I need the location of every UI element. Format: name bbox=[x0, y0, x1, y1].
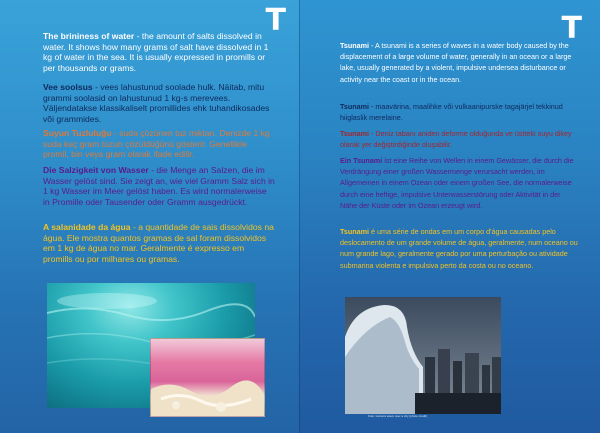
term-estonian: Tsunami bbox=[340, 102, 370, 111]
entry-estonian bbox=[340, 101, 578, 123]
term-german: Die Salzigkeit von Wasser bbox=[43, 165, 149, 175]
page-letter: T bbox=[561, 11, 582, 46]
page-letter: T bbox=[265, 3, 286, 38]
right-page bbox=[300, 0, 600, 433]
term-turkish: Suyun Tuzluluğu bbox=[43, 128, 112, 138]
entry-english bbox=[340, 40, 578, 85]
photo-caption: Foto: tsunami wave over a city (photo credit) bbox=[368, 414, 428, 418]
term-english: The brininess of water bbox=[43, 31, 135, 41]
term-portuguese: A salanidade da água bbox=[43, 222, 131, 232]
term-german: Ein Tsunami bbox=[340, 156, 383, 165]
entry-german bbox=[43, 165, 275, 207]
entry-portuguese bbox=[340, 226, 578, 271]
pink-salt-lake-photo bbox=[150, 338, 265, 417]
definition-turkish: - suda çözünen tuz miktarı. Denizde 1 kg suda kaç gram tuzun çözüldüğünü gösterir. Genellikle promil, bin veya gram olarak ifade edilir. bbox=[43, 128, 270, 159]
definition-turkish: - Deniz tabanı aniden deforme olduğunda ve üstteki suyu dikey olarak yer değiştirdiğinde oluşabilir. bbox=[340, 129, 572, 150]
term-english: Tsunami bbox=[340, 41, 370, 50]
term-portuguese: Tsunami bbox=[340, 227, 370, 236]
entry-german bbox=[340, 155, 578, 211]
definition-english: - the amount of salts dissolved in water. It shows how many grams of salt have dissolved in 1 kg of water in the sea. It is usually expressed in promills or per thousands or grams. bbox=[43, 31, 269, 73]
definition-estonian: - maavärina, maalihke või vulkaanipurske tagajärjel tekkinud hiiglaslik merelaine. bbox=[340, 102, 563, 123]
entry-estonian bbox=[43, 82, 275, 124]
entry-english bbox=[43, 31, 275, 73]
definition-estonian: - vees lahustunud soolade hulk. Näitab, mitu grammi soolasid on lahustunud 1 kg-s merevees. Väljendatakse klassikaliselt promillides ehk tuhandikosades või grammides. bbox=[43, 82, 270, 124]
definition-portuguese: é uma série de ondas em um corpo d'água causadas pelo deslocamento de um grande volume de água, geralmente, num oceano ou num grande lago, geralmente gerado por uma perturbação ou atividade submarina violenta e impulsiva perto da costa ou no oceano. bbox=[340, 227, 578, 270]
definition-portuguese: - a quantidade de sais dissolvidos na água. Ele mostra quantos gramas de sal foram dissolvidos em 1 kg de água no mar. Geralmente é expresso em promills ou por milhares ou gramas. bbox=[43, 222, 274, 264]
entry-turkish bbox=[43, 128, 275, 160]
definition-german: - die Menge an Salzen, die im Wasser gelöst sind. Sie zeigt an, wie viel Gramm Salz sich in 1 kg Wasser im Meer gelöst haben. Es wird normalerweise in Promille oder Tausender oder Gramm ausgedrückt. bbox=[43, 165, 275, 207]
entry-turkish bbox=[340, 128, 578, 150]
term-estonian: Vee soolsus bbox=[43, 82, 93, 92]
tsunami-wave-city-photo bbox=[345, 297, 501, 414]
entry-portuguese bbox=[43, 222, 275, 264]
definition-german: ist eine Reihe von Wellen in einem Gewässer, die durch die Verdrängung einer großen Wassermenge verursacht werden, im Allgemeinen in einem Ozean oder einem großen See, die normalerweise durch eine heftige, impulsive Unterwasserstörung oder Aktivität in der Nähe der Küste oder im Ozean erzeugt wird. bbox=[340, 156, 574, 210]
definition-english: - A tsunami is a series of waves in a water body caused by the displacement of a large volume of water, generally in an ocean or a large lake, usually generated by a violent, impulsive undersea disturbance or activity near the coast or in the ocean. bbox=[340, 41, 572, 84]
term-turkish: Tsunami bbox=[340, 129, 370, 138]
